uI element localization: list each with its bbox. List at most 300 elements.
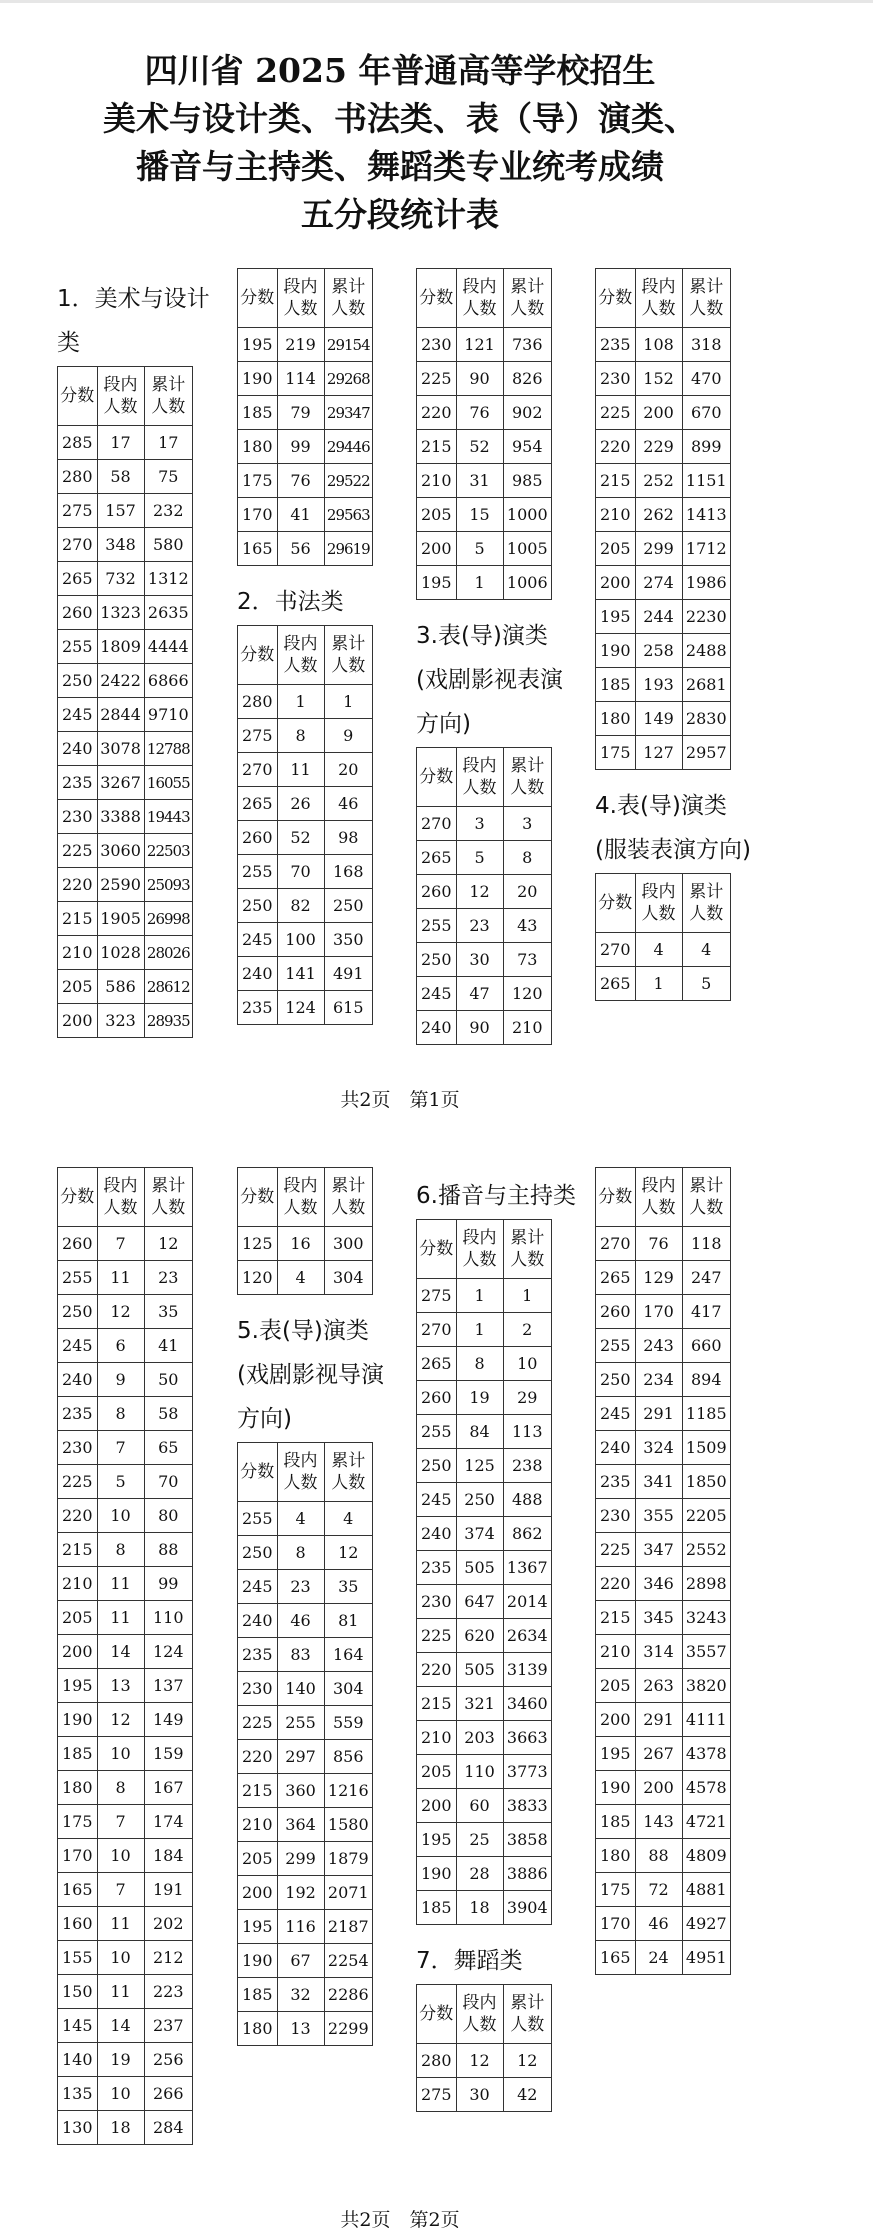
table-header-row	[238, 1443, 373, 1502]
segment-count-cell: 28	[456, 1857, 503, 1891]
cumulative-count-cell: 118	[682, 1227, 730, 1261]
cumulative-count-cell: 3	[503, 807, 551, 841]
score-cell: 130	[58, 2111, 98, 2145]
score-cell: 260	[417, 1381, 457, 1415]
segment-count-cell: 8	[277, 1536, 324, 1570]
score-cell: 250	[238, 889, 278, 923]
cumulative-count-cell: 3243	[682, 1601, 730, 1635]
cumulative-count-cell: 4	[682, 933, 730, 967]
score-cell: 240	[58, 1363, 98, 1397]
segment-count-cell: 297	[277, 1740, 324, 1774]
table-row	[58, 1004, 193, 1038]
table-row	[417, 464, 552, 498]
table-row	[596, 498, 731, 532]
cumulative-count-cell: 42	[503, 2078, 551, 2112]
table-row	[417, 1347, 552, 1381]
score-cell: 260	[417, 875, 457, 909]
cumulative-count-cell: 256	[144, 2043, 192, 2077]
table-row	[596, 1601, 731, 1635]
table-row	[238, 2012, 373, 2046]
table-row	[238, 1261, 373, 1295]
table-row	[58, 1601, 193, 1635]
score-cell: 245	[417, 977, 457, 1011]
score-cell: 215	[238, 1774, 278, 1808]
segment-count-cell: 323	[97, 1004, 144, 1038]
segment-count-cell: 12	[456, 875, 503, 909]
cumulative-count-cell: 191	[144, 1873, 192, 1907]
score-table	[237, 625, 373, 1025]
section-heading: 1．美术与设计类	[57, 286, 210, 356]
score-table	[416, 268, 552, 600]
table-row	[238, 1502, 373, 1536]
table-row	[238, 1944, 373, 1978]
table-row	[58, 834, 193, 868]
segment-count-cell: 291	[635, 1703, 682, 1737]
score-cell: 220	[238, 1740, 278, 1774]
cumulative-count-cell: 8	[503, 841, 551, 875]
cumulative-count-cell: 16055	[144, 766, 192, 800]
table-row	[58, 1295, 193, 1329]
score-cell: 220	[596, 430, 636, 464]
header-segment-count: 段内人数	[277, 269, 324, 328]
score-cell: 235	[58, 766, 98, 800]
segment-count-cell: 46	[635, 1907, 682, 1941]
segment-count-cell: 1	[456, 1313, 503, 1347]
table-row	[417, 875, 552, 909]
cumulative-count-cell: 113	[503, 1415, 551, 1449]
score-cell: 250	[417, 943, 457, 977]
table-row	[238, 685, 373, 719]
score-cell: 275	[417, 1279, 457, 1313]
cumulative-count-cell: 238	[503, 1449, 551, 1483]
score-cell: 255	[417, 909, 457, 943]
score-table	[237, 1167, 373, 1295]
score-table	[595, 873, 731, 1001]
segment-count-cell: 2590	[97, 868, 144, 902]
table-row	[58, 1975, 193, 2009]
cumulative-count-cell: 2681	[682, 668, 730, 702]
header-segment-count: 段内人数	[277, 626, 324, 685]
segment-count-cell: 79	[277, 396, 324, 430]
cumulative-count-cell: 210	[503, 1011, 551, 1045]
score-cell: 210	[596, 498, 636, 532]
table-row	[417, 1449, 552, 1483]
cumulative-count-cell: 1712	[682, 532, 730, 566]
table-row	[238, 991, 373, 1025]
score-cell: 170	[58, 1839, 98, 1873]
score-cell: 235	[238, 1638, 278, 1672]
header-cumulative-count: 累计人数	[503, 269, 551, 328]
table-row	[58, 1431, 193, 1465]
segment-count-cell: 7	[97, 1873, 144, 1907]
cumulative-count-cell: 70	[144, 1465, 192, 1499]
cumulative-count-cell: 1986	[682, 566, 730, 600]
table-header-row	[238, 626, 373, 685]
segment-count-cell: 90	[456, 1011, 503, 1045]
header-score: 分数	[596, 1168, 636, 1227]
score-cell: 205	[417, 498, 457, 532]
table-row	[238, 1978, 373, 2012]
cumulative-count-cell: 470	[682, 362, 730, 396]
cumulative-count-cell: 202	[144, 1907, 192, 1941]
table-row	[238, 1672, 373, 1706]
score-cell: 200	[58, 1004, 98, 1038]
segment-count-cell: 10	[97, 1499, 144, 1533]
cumulative-count-cell: 2635	[144, 596, 192, 630]
segment-count-cell: 505	[456, 1653, 503, 1687]
score-cell: 190	[417, 1857, 457, 1891]
score-cell: 215	[58, 1533, 98, 1567]
score-cell: 205	[58, 970, 98, 1004]
segment-count-cell: 192	[277, 1876, 324, 1910]
table-header-row	[58, 367, 193, 426]
score-cell: 195	[417, 1823, 457, 1857]
table-row	[417, 2078, 552, 2112]
cumulative-count-cell: 559	[324, 1706, 372, 1740]
score-cell: 240	[417, 1011, 457, 1045]
score-cell: 190	[238, 362, 278, 396]
segment-count-cell: 67	[277, 1944, 324, 1978]
score-cell: 275	[58, 494, 98, 528]
segment-count-cell: 321	[456, 1687, 503, 1721]
score-cell: 160	[58, 1907, 98, 1941]
header-segment-count: 段内人数	[97, 1168, 144, 1227]
table-row	[596, 702, 731, 736]
table-header-row	[238, 1168, 373, 1227]
segment-count-cell: 7	[97, 1805, 144, 1839]
header-cumulative-count: 累计人数	[324, 1443, 372, 1502]
table-row	[417, 1313, 552, 1347]
cumulative-count-cell: 10	[503, 1347, 551, 1381]
segment-count-cell: 110	[456, 1755, 503, 1789]
page1-column-1	[57, 277, 210, 1038]
score-cell: 225	[238, 1706, 278, 1740]
segment-count-cell: 23	[456, 909, 503, 943]
score-cell: 200	[58, 1635, 98, 1669]
table-row	[58, 936, 193, 970]
segment-count-cell: 200	[635, 396, 682, 430]
score-cell: 215	[417, 1687, 457, 1721]
cumulative-count-cell: 4809	[682, 1839, 730, 1873]
header-score: 分数	[58, 367, 98, 426]
score-table	[57, 366, 193, 1038]
cumulative-count-cell: 4721	[682, 1805, 730, 1839]
section-heading: 3.表(导)演类(戏剧影视表演方向)	[416, 623, 563, 737]
table-row	[596, 1465, 731, 1499]
cumulative-count-cell: 2230	[682, 600, 730, 634]
table-row	[58, 426, 193, 460]
score-cell: 255	[58, 1261, 98, 1295]
score-cell: 195	[596, 1737, 636, 1771]
table-row	[58, 1771, 193, 1805]
table-row	[58, 664, 193, 698]
segment-count-cell: 170	[635, 1295, 682, 1329]
cumulative-count-cell: 4927	[682, 1907, 730, 1941]
table-row	[58, 1533, 193, 1567]
table-row	[596, 1669, 731, 1703]
section-heading: 5.表(导)演类(戏剧影视导演方向)	[237, 1318, 384, 1432]
score-cell: 235	[596, 328, 636, 362]
segment-count-cell: 11	[277, 753, 324, 787]
segment-count-cell: 200	[635, 1771, 682, 1805]
cumulative-count-cell: 9	[324, 719, 372, 753]
cumulative-count-cell: 58	[144, 1397, 192, 1431]
cumulative-count-cell: 12788	[144, 732, 192, 766]
header-segment-count: 段内人数	[456, 1220, 503, 1279]
cumulative-count-cell: 4951	[682, 1941, 730, 1975]
score-cell: 190	[58, 1703, 98, 1737]
cumulative-count-cell: 137	[144, 1669, 192, 1703]
table-row	[238, 498, 373, 532]
table-header-row	[417, 748, 552, 807]
cumulative-count-cell: 3833	[503, 1789, 551, 1823]
cumulative-count-cell: 660	[682, 1329, 730, 1363]
segment-count-cell: 108	[635, 328, 682, 362]
table-row	[238, 753, 373, 787]
cumulative-count-cell: 212	[144, 1941, 192, 1975]
segment-count-cell: 3388	[97, 800, 144, 834]
table-row	[596, 1397, 731, 1431]
cumulative-count-cell: 12	[324, 1536, 372, 1570]
score-cell: 200	[238, 1876, 278, 1910]
cumulative-count-cell: 3663	[503, 1721, 551, 1755]
cumulative-count-cell: 985	[503, 464, 551, 498]
segment-count-cell: 193	[635, 668, 682, 702]
score-cell: 245	[238, 923, 278, 957]
segment-count-cell: 13	[97, 1669, 144, 1703]
cumulative-count-cell: 580	[144, 528, 192, 562]
title-line-1: 四川省 2025 年普通高等学校招生	[144, 51, 656, 90]
cumulative-count-cell: 29347	[324, 396, 372, 430]
segment-count-cell: 314	[635, 1635, 682, 1669]
cumulative-count-cell: 2299	[324, 2012, 372, 2046]
segment-count-cell: 291	[635, 1397, 682, 1431]
table-header-row	[596, 1168, 731, 1227]
segment-count-cell: 152	[635, 362, 682, 396]
table-row	[238, 396, 373, 430]
header-score: 分数	[238, 269, 278, 328]
cumulative-count-cell: 1216	[324, 1774, 372, 1808]
segment-count-cell: 56	[277, 532, 324, 566]
header-cumulative-count: 累计人数	[682, 269, 730, 328]
header-cumulative-count: 累计人数	[144, 1168, 192, 1227]
score-cell: 145	[58, 2009, 98, 2043]
cumulative-count-cell: 223	[144, 1975, 192, 2009]
segment-count-cell: 1	[456, 566, 503, 600]
segment-count-cell: 30	[456, 2078, 503, 2112]
cumulative-count-cell: 1151	[682, 464, 730, 498]
score-cell: 250	[238, 1536, 278, 1570]
segment-count-cell: 2422	[97, 664, 144, 698]
table-row	[58, 460, 193, 494]
segment-count-cell: 8	[277, 719, 324, 753]
cumulative-count-cell: 266	[144, 2077, 192, 2111]
table-row	[58, 562, 193, 596]
segment-count-cell: 258	[635, 634, 682, 668]
page2-column-3	[416, 1174, 576, 2112]
header-score: 分数	[417, 269, 457, 328]
table-row	[58, 528, 193, 562]
score-cell: 200	[596, 1703, 636, 1737]
score-cell: 270	[417, 1313, 457, 1347]
segment-count-cell: 141	[277, 957, 324, 991]
score-cell: 240	[596, 1431, 636, 1465]
table-row	[596, 600, 731, 634]
cumulative-count-cell: 2205	[682, 1499, 730, 1533]
table-header-row	[238, 269, 373, 328]
score-cell: 280	[58, 460, 98, 494]
cumulative-count-cell: 304	[324, 1261, 372, 1295]
cumulative-count-cell: 4378	[682, 1737, 730, 1771]
cumulative-count-cell: 149	[144, 1703, 192, 1737]
table-row	[58, 1329, 193, 1363]
cumulative-count-cell: 12	[144, 1227, 192, 1261]
segment-count-cell: 157	[97, 494, 144, 528]
cumulative-count-cell: 2286	[324, 1978, 372, 2012]
segment-count-cell: 7	[97, 1431, 144, 1465]
score-cell: 255	[596, 1329, 636, 1363]
score-cell: 205	[238, 1842, 278, 1876]
cumulative-count-cell: 894	[682, 1363, 730, 1397]
segment-count-cell: 1	[635, 967, 682, 1001]
score-cell: 180	[58, 1771, 98, 1805]
score-cell: 175	[238, 464, 278, 498]
segment-count-cell: 18	[97, 2111, 144, 2145]
score-cell: 250	[58, 1295, 98, 1329]
score-cell: 230	[596, 362, 636, 396]
table-row	[596, 1737, 731, 1771]
score-cell: 215	[417, 430, 457, 464]
table-row	[238, 1910, 373, 1944]
cumulative-count-cell: 826	[503, 362, 551, 396]
cumulative-count-cell: 247	[682, 1261, 730, 1295]
table-row	[596, 1431, 731, 1465]
segment-count-cell: 46	[277, 1604, 324, 1638]
cumulative-count-cell: 862	[503, 1517, 551, 1551]
score-cell: 255	[238, 1502, 278, 1536]
cumulative-count-cell: 2187	[324, 1910, 372, 1944]
table-row	[238, 1570, 373, 1604]
table-row	[58, 970, 193, 1004]
table-row	[417, 396, 552, 430]
header-segment-count: 段内人数	[456, 1985, 503, 2044]
table-row	[596, 1261, 731, 1295]
segment-count-cell: 76	[456, 396, 503, 430]
score-table	[595, 268, 731, 770]
table-row	[417, 1011, 552, 1045]
score-cell: 190	[596, 634, 636, 668]
segment-count-cell: 52	[277, 821, 324, 855]
cumulative-count-cell: 3886	[503, 1857, 551, 1891]
cumulative-count-cell: 736	[503, 328, 551, 362]
segment-count-cell: 1323	[97, 596, 144, 630]
segment-count-cell: 263	[635, 1669, 682, 1703]
segment-count-cell: 19	[97, 2043, 144, 2077]
segment-count-cell: 23	[277, 1570, 324, 1604]
table-row	[596, 1533, 731, 1567]
segment-count-cell: 586	[97, 970, 144, 1004]
score-cell: 245	[58, 698, 98, 732]
table-row	[238, 1536, 373, 1570]
table-row	[417, 1619, 552, 1653]
segment-count-cell: 243	[635, 1329, 682, 1363]
cumulative-count-cell: 73	[503, 943, 551, 977]
cumulative-count-cell: 1006	[503, 566, 551, 600]
table-row	[417, 1551, 552, 1585]
score-table	[416, 1219, 552, 1925]
cumulative-count-cell: 1005	[503, 532, 551, 566]
segment-count-cell: 26	[277, 787, 324, 821]
score-cell: 235	[238, 991, 278, 1025]
cumulative-count-cell: 899	[682, 430, 730, 464]
table-row	[596, 1873, 731, 1907]
segment-count-cell: 25	[456, 1823, 503, 1857]
page-footer-1: 共2页 第1页	[340, 1089, 460, 1111]
table-header-row	[596, 874, 731, 933]
score-cell: 270	[596, 933, 636, 967]
table-row	[58, 630, 193, 664]
segment-count-cell: 3060	[97, 834, 144, 868]
score-cell: 240	[58, 732, 98, 766]
score-cell: 225	[417, 1619, 457, 1653]
table-row	[58, 596, 193, 630]
cumulative-count-cell: 124	[144, 1635, 192, 1669]
cumulative-count-cell: 3460	[503, 1687, 551, 1721]
table-row	[58, 2009, 193, 2043]
table-row	[238, 1774, 373, 1808]
header-segment-count: 段内人数	[635, 874, 682, 933]
table-row	[58, 698, 193, 732]
table-row	[596, 464, 731, 498]
header-segment-count: 段内人数	[277, 1168, 324, 1227]
score-cell: 185	[596, 1805, 636, 1839]
score-cell: 260	[596, 1295, 636, 1329]
segment-count-cell: 9	[97, 1363, 144, 1397]
score-cell: 225	[58, 1465, 98, 1499]
cumulative-count-cell: 2254	[324, 1944, 372, 1978]
table-row	[58, 1941, 193, 1975]
top-edge-bar	[0, 0, 873, 3]
score-cell: 235	[417, 1551, 457, 1585]
cumulative-count-cell: 417	[682, 1295, 730, 1329]
table-row	[238, 362, 373, 396]
segment-count-cell: 84	[456, 1415, 503, 1449]
table-row	[58, 2077, 193, 2111]
table-row	[417, 943, 552, 977]
score-cell: 220	[417, 1653, 457, 1687]
score-table	[416, 1984, 552, 2112]
header-cumulative-count: 累计人数	[682, 874, 730, 933]
segment-count-cell: 505	[456, 1551, 503, 1585]
score-cell: 170	[238, 498, 278, 532]
table-row	[417, 532, 552, 566]
segment-count-cell: 121	[456, 328, 503, 362]
table-row	[58, 1635, 193, 1669]
segment-count-cell: 360	[277, 1774, 324, 1808]
cumulative-count-cell: 26998	[144, 902, 192, 936]
table-row	[596, 736, 731, 770]
table-row	[238, 957, 373, 991]
table-row	[417, 1891, 552, 1925]
cumulative-count-cell: 1000	[503, 498, 551, 532]
table-row	[58, 1363, 193, 1397]
score-cell: 215	[596, 464, 636, 498]
segment-count-cell: 1905	[97, 902, 144, 936]
table-row	[417, 977, 552, 1011]
segment-count-cell: 15	[456, 498, 503, 532]
cumulative-count-cell: 159	[144, 1737, 192, 1771]
cumulative-count-cell: 28612	[144, 970, 192, 1004]
